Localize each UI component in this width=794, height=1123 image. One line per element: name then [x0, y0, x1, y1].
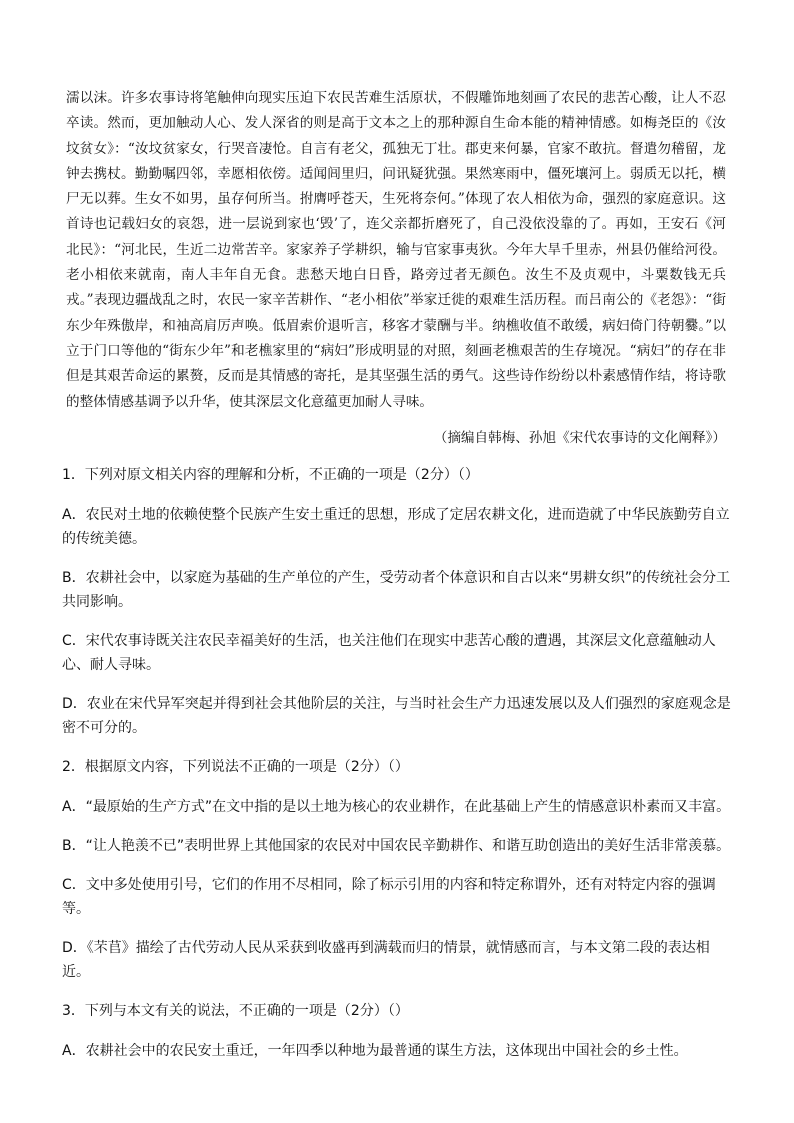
question-3-option-a: A．农耕社会中的农民安土重迁，一年四季以种地为最普通的谋生方法，这体现出中国社会的乡土性。 — [62, 1043, 688, 1059]
question-1-option-d: D．农业在宋代异军突起并得到社会其他阶层的关注，与当时社会生产力迅速发展以及人们强烈的家庭观念是密不可分的。 — [62, 696, 731, 736]
question-1-option-c: C．宋代农事诗既关注农民幸福美好的生活，也关注他们在现实中悲苦心酸的遭遇，其深层文化意蕴触动人心、耐人寻味。 — [62, 633, 716, 673]
question-2-stem: 2．根据原文内容，下列说法不正确的一项是（2分）（） — [62, 759, 409, 775]
question-2-option-b: B．“让人艳羡不已”表明世界上其他国家的农民对中国农民辛勤耕作、和谐互助创造出的美好生活非常羡慕。 — [62, 838, 731, 854]
passage-text — [66, 86, 726, 415]
question-3-stem: 3．下列与本文有关的说法，不正确的一项是（2分）（） — [62, 1003, 409, 1019]
question-1-option-b: B．农耕社会中，以家庭为基础的生产单位的产生，受劳动者个体意识和自古以来“男耕女织”的传统社会分工共同影响。 — [62, 570, 731, 610]
question-2-option-c: C．文中多处使用引号，它们的作用不尽相同，除了标示引用的内容和特定称谓外，还有对特定内容的强调等。 — [62, 877, 716, 917]
passage-paragraph: 濡以沫。许多农事诗将笔触伸向现实压迫下农民苦难生活原状，不假雕饰地刻画了农民的悲苦心酸，让人不忍卒读。然而，更加触动人心、发人深省的则是高于文本之上的那种源自生命本能的精神情感。如梅尧臣的《汝坟贫女》：“汝坟贫家女，行哭音凄怆。自言有老父，孤独无丁壮。郡吏来何暴，官家不敢抗。督遣勿稽留，龙钟去携杖。勤勤嘱四邻，幸愿相依傍。适闻闾里归，问讯疑犹强。果然寒雨中，僵死壤河上。弱质无以托，横尸无以葬。生女不如男，虽存何所当。拊膺呼苍天，生死将奈何。”体现了农人相依为命，强烈的家庭意识。这首诗也记载妇女的哀怨，进一层说到家也‘毁’了，连父亲都折磨死了，自己没依没靠的了。再如，王安石《河北民》：“河北民，生近二边常苦辛。家家养子学耕织，输与官家事夷狄。今年大旱千里赤，州县仍催给河役。老小相依来就南，南人丰年自无食。悲愁天地白日昏，路旁过者无颜色。汝生不及贞观中，斗粟数钱无兵戎。”表现边疆战乱之时，农民一家辛苦耕作、“老小相依”举家迁徙的艰难生活历程。而吕南公的《老怨》：“街东少年殊傲岸，和袖高肩厉声唤。低眉索价退听言，移客才蒙酬与半。纳樵收值不敢缓，病妇倚门待朝爨。”以立于门口等他的“街东少年”和老樵家里的“病妇”形成明显的对照，刻画老樵艰苦的生存境况。“病妇”的存在非但是其艰苦命运的累赘，反而是其情感的寄托，是其坚强生活的勇气。这些诗作纷纷以朴素感情作结，将诗歌的整体情感基调予以升华，使其深层文化意蕴更加耐人寻味。 — [66, 90, 726, 410]
passage-source: （摘编自韩梅、孙旭《宋代农事诗的文化阐释》） — [433, 430, 726, 446]
question-2-option-a: A．“最原始的生产方式”在文中指的是以土地为核心的农业耕作，在此基础上产生的情感意识朴素而又丰富。 — [62, 799, 731, 815]
question-1-option-a: A．农民对土地的依赖使整个民族产生安土重迁的思想，形成了定居农耕文化，进而造就了中华民族勤劳自立的传统美德。 — [62, 507, 730, 547]
questions-section — [62, 463, 732, 1078]
question-1-stem: 1．下列对原文相关内容的理解和分析，不正确的一项是（2分）（） — [62, 467, 479, 483]
question-2-option-d: D．《芣苢》描绘了古代劳动人民从采获到收盛再到满载而归的情景，就情感而言，与本文第二段的表达相近。 — [62, 940, 710, 980]
